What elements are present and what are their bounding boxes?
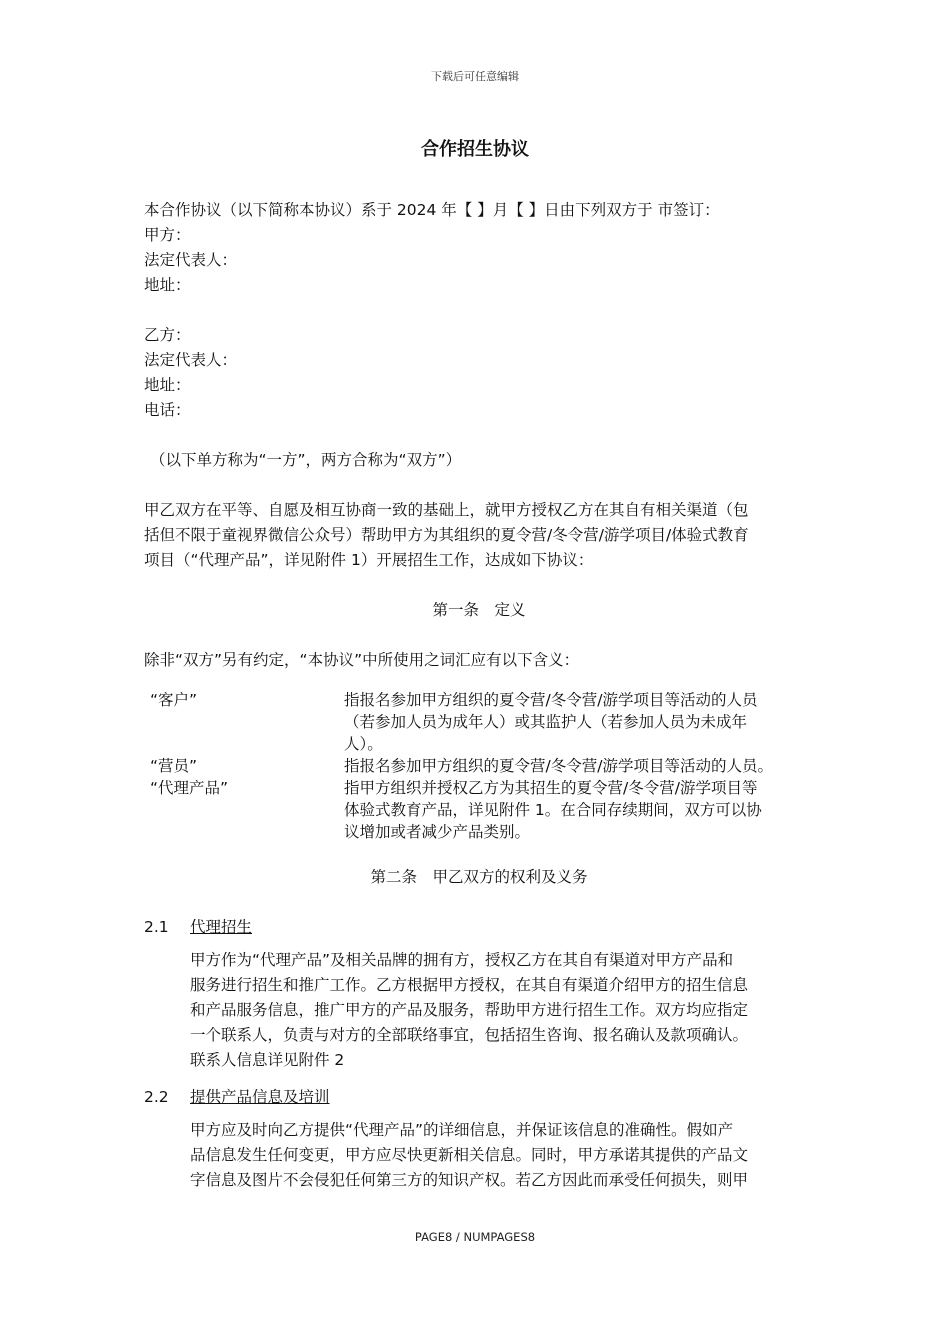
article-2-heading: 第二条 甲乙双方的权利及义务	[370, 868, 588, 886]
page-header-note: 下载后可任意编辑	[431, 70, 519, 83]
spacer	[144, 473, 814, 498]
section-number: 2.2	[144, 1088, 169, 1106]
section-title: 代理招生	[190, 918, 253, 936]
definition-description	[344, 755, 814, 777]
page-footer: PAGE8 / NUMPAGES8	[414, 1230, 536, 1244]
spacer	[144, 843, 814, 865]
section-title: 提供产品信息及培训	[190, 1088, 330, 1106]
party-a-name-label: 甲方：	[144, 226, 191, 244]
spacer	[144, 673, 814, 689]
document-body	[144, 198, 814, 1193]
definition-term: “代理产品”	[150, 779, 229, 797]
preamble-line: 括但不限于童视界微信公众号）帮助甲方为其组织的夏令营/冬令营/游学项目/体验式教育	[144, 526, 749, 544]
definition-description	[344, 777, 814, 843]
definition-line: 指报名参加甲方组织的夏令营/冬令营/游学项目等活动的人员。	[344, 757, 773, 775]
definition-line: 人）。	[344, 735, 383, 753]
preamble-line: 甲乙双方在平等、自愿及相互协商一致的基础上，就甲方授权乙方在其自有相关渠道（包	[144, 501, 749, 519]
intro-line: 本合作协议（以下简称本协议）系于 2024 年【 】月【 】日由下列双方于 市签订：	[144, 201, 720, 219]
definition-line: 议增加或者减少产品类别。	[344, 823, 531, 841]
section-line: 字信息及图片不会侵犯任何第三方的知识产权。若乙方因此而承受任何损失，则甲	[190, 1171, 749, 1189]
section-2-2-heading	[144, 1085, 814, 1110]
preamble-line: 项目（“代理产品”，详见附件 1）开展招生工作，达成如下协议：	[144, 551, 594, 569]
section-number: 2.1	[144, 918, 169, 936]
section-line: 品信息发生任何变更，甲方应尽快更新相关信息。同时，甲方承诺其提供的产品文	[190, 1146, 749, 1164]
definition-term: “营员”	[150, 757, 198, 775]
section-line: 联系人信息详见附件 2	[190, 1051, 345, 1069]
spacer	[144, 1073, 814, 1085]
spacer	[144, 298, 814, 323]
section-line: 和产品服务信息，推广甲方的产品及服务，帮助甲方进行招生工作。双方均应指定	[190, 1001, 749, 1019]
definition-line: 体验式教育产品，详见附件 1。在合同存续期间，双方可以协	[344, 801, 762, 819]
section-2-2-body	[190, 1118, 800, 1193]
section-line: 服务进行招生和推广工作。乙方根据甲方授权，在其自有渠道介绍甲方的招生信息	[190, 976, 749, 994]
definition-line: （若参加人员为成年人）或其监护人（若参加人员为未成年	[344, 713, 748, 731]
definition-description	[344, 689, 814, 755]
spacer	[144, 1110, 814, 1118]
section-line: 一个联系人，负责与对方的全部联络事宜，包括招生咨询、报名确认及款项确认。	[190, 1026, 749, 1044]
party-b-address-label: 地址：	[144, 376, 191, 394]
spacer	[144, 623, 814, 648]
section-line: 甲方作为“代理产品”及相关品牌的拥有方，授权乙方在其自有渠道对甲方产品和	[190, 951, 734, 969]
definition-line: 指报名参加甲方组织的夏令营/冬令营/游学项目等活动的人员	[344, 691, 758, 709]
party-b-phone-label: 电话：	[144, 401, 191, 419]
party-a-rep-label: 法定代表人：	[144, 251, 238, 269]
party-note: （以下单方称为“一方”，两方合称为“双方”）	[150, 451, 462, 469]
article-1-heading: 第一条 定义	[432, 601, 526, 619]
section-line: 甲方应及时向乙方提供“代理产品”的详细信息，并保证该信息的准确性。假如产	[190, 1121, 734, 1139]
section-2-1-heading	[144, 915, 814, 940]
party-a-address-label: 地址：	[144, 276, 191, 294]
spacer	[144, 573, 814, 598]
section-2-1-body	[190, 948, 800, 1073]
document-title: 合作招生协议	[421, 139, 529, 160]
definitions-intro: 除非“双方”另有约定，“本协议”中所使用之词汇应有以下含义：	[144, 651, 580, 669]
spacer	[144, 890, 814, 915]
definition-line: 指甲方组织并授权乙方为其招生的夏令营/冬令营/游学项目等	[344, 779, 758, 797]
definition-term: “客户”	[150, 691, 198, 709]
definitions-table	[144, 689, 814, 843]
spacer	[144, 423, 814, 448]
party-b-name-label: 乙方：	[144, 326, 191, 344]
spacer	[144, 940, 814, 948]
party-b-rep-label: 法定代表人：	[144, 351, 238, 369]
